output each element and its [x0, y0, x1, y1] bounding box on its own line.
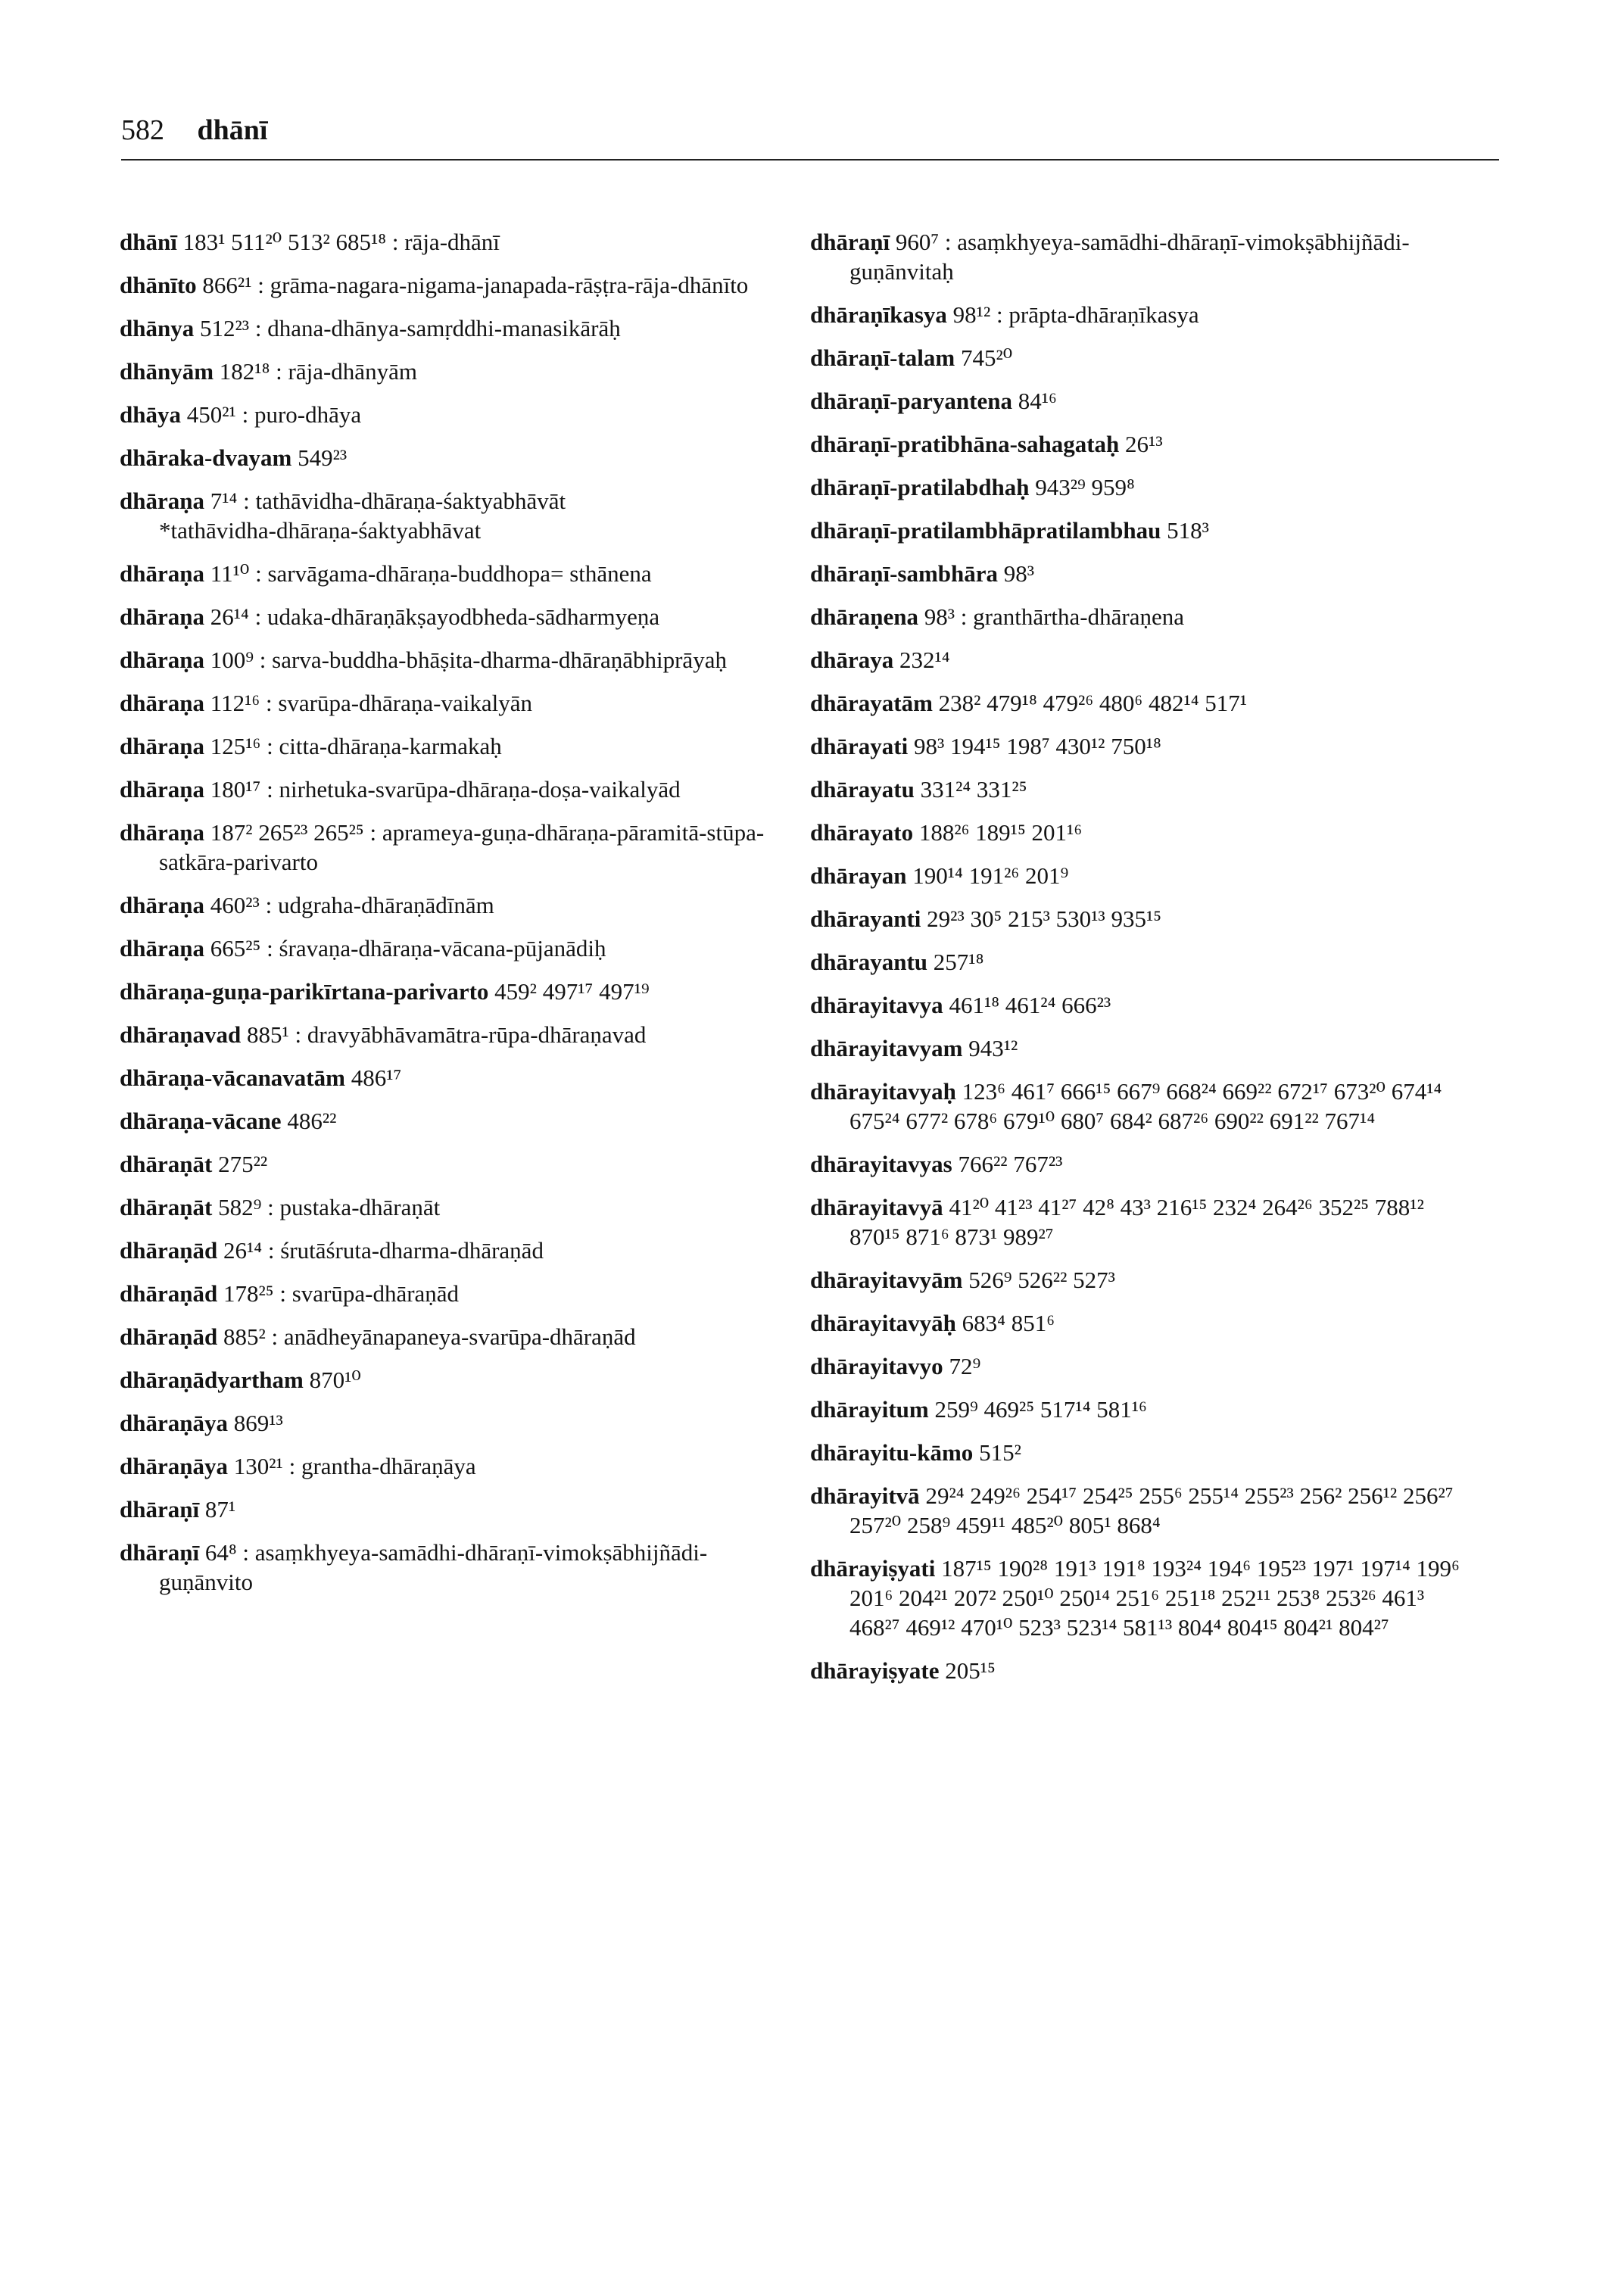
entry-headword: dhāraṇa	[120, 892, 204, 918]
gloss-separator: :	[260, 935, 279, 962]
index-entry	[120, 443, 786, 472]
gloss-separator: :	[270, 358, 288, 385]
entry-references: 943¹²	[968, 1035, 1018, 1061]
gloss-separator: :	[259, 892, 278, 918]
entry-references: 64⁸	[204, 1539, 237, 1566]
entry-references: 11¹⁰	[210, 560, 250, 587]
entry-references: 182¹⁸	[219, 358, 270, 385]
entry-references: 183¹ 511²⁰ 513² 685¹⁸	[182, 229, 387, 255]
entry-note: *tathāvidha-dhāraṇa-śaktyabhāvat	[159, 517, 482, 544]
entry-gloss: nirhetuka-svarūpa-dhāraṇa-doṣa-vaikalyād	[279, 776, 681, 803]
entry-references: 866²¹	[202, 272, 252, 298]
index-entry	[810, 731, 1476, 761]
index-entry	[120, 559, 786, 588]
entry-references: 960⁷	[895, 229, 940, 255]
entry-headword: dhārayantu	[810, 949, 928, 975]
entry-gloss: śravaṇa-dhāraṇa-vācana-pūjanādiḥ	[279, 935, 606, 962]
page-header	[121, 114, 267, 147]
gloss-separator: :	[260, 776, 279, 803]
entry-references: 450²¹	[186, 401, 236, 428]
entry-references: 459² 497¹⁷ 497¹⁹	[494, 978, 650, 1005]
entry-references: 123⁶ 461⁷ 666¹⁵ 667⁹ 668²⁴ 669²² 672¹⁷ 673²⁰ 674¹⁴ 675²⁴ 677² 678⁶ 679¹⁰ 680⁷ 684² 687²⁶ 690²² 691²² 767¹⁴	[849, 1078, 1442, 1134]
entry-references: 112¹⁶	[210, 690, 260, 716]
index-entry	[810, 1554, 1476, 1642]
index-entry	[810, 1149, 1476, 1179]
index-entry	[120, 818, 786, 877]
index-entry	[810, 227, 1476, 286]
index-entry	[120, 1408, 786, 1438]
index-entry	[120, 1192, 786, 1222]
gloss-separator: :	[249, 560, 268, 587]
entry-headword: dhāraṇāya	[120, 1410, 228, 1436]
entry-references: 885¹	[246, 1021, 289, 1048]
entry-references: 683⁴ 851⁶	[962, 1310, 1055, 1336]
index-entry	[810, 1033, 1476, 1063]
entry-gloss: asaṃkhyeya-samādhi-dhāraṇī-vimokṣābhijñādi-guṇānvito	[159, 1539, 708, 1595]
entry-gloss: aprameya-guṇa-dhāraṇa-pāramitā-stūpa-satkāra-parivarto	[159, 819, 765, 875]
entry-headword: dhāraṇād	[120, 1237, 218, 1264]
header-rule	[121, 159, 1499, 161]
entry-references: 26¹³	[1125, 431, 1163, 457]
right-column	[810, 227, 1476, 1699]
index-entry	[810, 775, 1476, 804]
entry-headword: dhārayitavyāḥ	[810, 1310, 956, 1336]
entry-gloss: grantha-dhāraṇāya	[301, 1453, 476, 1479]
entry-references: 257¹⁸	[933, 949, 984, 975]
index-entry	[120, 775, 786, 804]
entry-headword: dhārayiṣyate	[810, 1657, 940, 1684]
entry-headword: dhārayitum	[810, 1396, 929, 1423]
gloss-separator: :	[955, 603, 974, 630]
gloss-separator: :	[235, 401, 254, 428]
entry-references: 125¹⁶	[210, 733, 261, 759]
entry-references: 549²³	[298, 444, 348, 471]
entry-gloss: dravyābhāvamātra-rūpa-dhāraṇavad	[307, 1021, 647, 1048]
entry-references: 130²¹	[233, 1453, 283, 1479]
entry-headword: dhāraṇavad	[120, 1021, 242, 1048]
entry-references: 275²²	[218, 1151, 268, 1177]
gloss-separator: :	[363, 819, 382, 846]
entry-headword: dhārayitvā	[810, 1482, 920, 1509]
index-entry	[810, 688, 1476, 718]
gloss-separator: :	[260, 733, 279, 759]
index-entry	[120, 486, 786, 545]
entry-gloss: grāma-nagara-nigama-janapada-rāṣṭra-rāja-dhānīto	[270, 272, 749, 298]
gloss-separator: :	[990, 301, 1009, 328]
entry-gloss: svarūpa-dhāraṇa-vaikalyān	[278, 690, 532, 716]
index-entry	[810, 947, 1476, 977]
entry-gloss: granthārtha-dhāraṇena	[973, 603, 1184, 630]
entry-gloss: dhana-dhānya-samṛddhi-manasikārāḥ	[267, 315, 621, 341]
page-number: 582	[121, 114, 164, 146]
entry-headword: dhārayanti	[810, 905, 921, 932]
entry-references: 190¹⁴ 191²⁶ 201⁹	[912, 862, 1069, 889]
entry-headword: dhāraṇī	[120, 1539, 200, 1566]
left-column	[120, 227, 786, 1610]
gloss-separator: :	[282, 1453, 301, 1479]
entry-headword: dhāraṇād	[120, 1323, 218, 1350]
entry-headword: dhāraya	[810, 647, 894, 673]
entry-references: 84¹⁶	[1018, 388, 1057, 414]
index-entry	[120, 1279, 786, 1308]
index-entry	[120, 645, 786, 675]
index-entry	[810, 1438, 1476, 1467]
index-entry	[810, 1265, 1476, 1295]
entry-headword: dhāraṇena	[810, 603, 918, 630]
index-entry	[810, 904, 1476, 933]
index-entry	[120, 1149, 786, 1179]
entry-references: 461¹⁸ 461²⁴ 666²³	[949, 992, 1111, 1018]
index-entry	[120, 890, 786, 920]
gloss-separator: :	[251, 272, 270, 298]
index-entry	[810, 1308, 1476, 1338]
gloss-separator: :	[254, 647, 273, 673]
entry-headword: dhāraṇī-talam	[810, 344, 955, 371]
entry-headword: dhāraṇa	[120, 690, 204, 716]
index-entry	[810, 516, 1476, 545]
gloss-separator: :	[273, 1280, 292, 1307]
entry-references: 41²⁰ 41²³ 41²⁷ 42⁸ 43³ 216¹⁵ 232⁴ 264²⁶ 352²⁵ 788¹² 870¹⁵ 871⁶ 873¹ 989²⁷	[849, 1194, 1424, 1250]
gloss-separator: :	[288, 1021, 307, 1048]
index-entry	[120, 688, 786, 718]
index-entry	[120, 357, 786, 386]
index-entry	[810, 602, 1476, 631]
entry-gloss: udaka-dhāraṇākṣayodbheda-sādharmyeṇa	[267, 603, 660, 630]
entry-headword: dhārayitavyā	[810, 1194, 943, 1220]
index-entry	[810, 1395, 1476, 1424]
index-entry	[120, 1236, 786, 1265]
entry-references: 29²⁴ 249²⁶ 254¹⁷ 254²⁵ 255⁶ 255¹⁴ 255²³ 256² 256¹² 256²⁷ 257²⁰ 258⁹ 459¹¹ 485²⁰ 805¹ 868⁴	[849, 1482, 1454, 1538]
entry-gloss: prāpta-dhāraṇīkasya	[1008, 301, 1199, 328]
entry-references: 180¹⁷	[210, 776, 261, 803]
entry-headword: dhāraṇī-paryantena	[810, 388, 1012, 414]
entry-headword: dhārayitavyaḥ	[810, 1078, 956, 1105]
entry-headword: dhāraṇī-pratilambhāpratilambhau	[810, 517, 1161, 544]
index-entry	[120, 400, 786, 429]
entry-headword: dhāraṇa	[120, 647, 204, 673]
entry-headword: dhārayitavyām	[810, 1267, 963, 1293]
entry-headword: dhāraṇāt	[120, 1194, 213, 1220]
entry-references: 72⁹	[949, 1353, 981, 1379]
entry-references: 29²³ 30⁵ 215³ 530¹³ 935¹⁵	[927, 905, 1162, 932]
entry-headword: dhāraṇī	[810, 229, 890, 255]
index-entry	[810, 1351, 1476, 1381]
entry-references: 232¹⁴	[899, 647, 950, 673]
entry-references: 187² 265²³ 265²⁵	[210, 819, 364, 846]
entry-references: 188²⁶ 189¹⁵ 201¹⁶	[918, 819, 1083, 846]
entry-gloss: pustaka-dhāraṇāt	[279, 1194, 441, 1220]
entry-headword: dhāraṇādyartham	[120, 1367, 304, 1393]
entry-headword: dhāraṇī-sambhāra	[810, 560, 999, 587]
entry-headword: dhāraṇī	[120, 1496, 200, 1523]
entry-references: 7¹⁴	[210, 488, 238, 514]
index-entry	[120, 731, 786, 761]
index-entry	[120, 313, 786, 343]
entry-references: 869¹³	[233, 1410, 283, 1436]
entry-headword: dhārayato	[810, 819, 914, 846]
entry-references: 205¹⁵	[945, 1657, 996, 1684]
index-entry	[120, 1495, 786, 1524]
entry-headword: dhānīto	[120, 272, 197, 298]
index-entry	[120, 1322, 786, 1351]
entry-references: 100⁹	[210, 647, 254, 673]
entry-gloss: sarvāgama-dhāraṇa-buddhopa= sthānena	[267, 560, 652, 587]
entry-references: 526⁹ 526²² 527³	[968, 1267, 1115, 1293]
index-entry	[810, 472, 1476, 502]
entry-headword: dhārayitavyo	[810, 1353, 943, 1379]
entry-headword: dhāraṇa	[120, 776, 204, 803]
entry-references: 518³	[1167, 517, 1209, 544]
entry-headword: dhārayatu	[810, 776, 915, 803]
gloss-separator: :	[237, 488, 256, 514]
entry-gloss: anādheyānapaneya-svarūpa-dhāraṇād	[283, 1323, 636, 1350]
index-entry	[120, 227, 786, 257]
index-entry	[120, 1106, 786, 1136]
entry-headword: dhāraṇād	[120, 1280, 218, 1307]
index-entry	[810, 559, 1476, 588]
entry-references: 486¹⁷	[351, 1064, 402, 1091]
entry-headword: dhānyām	[120, 358, 214, 385]
entry-headword: dhārayatām	[810, 690, 933, 716]
entry-references: 98¹²	[952, 301, 991, 328]
entry-references: 178²⁵	[223, 1280, 274, 1307]
entry-headword: dhāya	[120, 401, 181, 428]
entry-headword: dhāraṇa	[120, 488, 204, 514]
entry-headword: dhānya	[120, 315, 195, 341]
index-entry	[810, 990, 1476, 1020]
gloss-separator: :	[236, 1539, 255, 1566]
entry-references: 331²⁴ 331²⁵	[920, 776, 1027, 803]
gloss-separator: :	[261, 1194, 280, 1220]
entry-headword: dhāraṇa	[120, 819, 204, 846]
index-entry	[810, 1481, 1476, 1540]
index-entry	[120, 270, 786, 300]
entry-headword: dhāraṇa-vācanavatām	[120, 1064, 345, 1091]
running-head: dhānī	[197, 114, 268, 146]
gloss-separator: :	[260, 690, 279, 716]
entry-headword: dhānī	[120, 229, 177, 255]
entry-references: 98³	[924, 603, 955, 630]
entry-headword: dhāraṇa	[120, 733, 204, 759]
entry-headword: dhārayitu-kāmo	[810, 1439, 974, 1466]
entry-gloss: śrutāśruta-dharma-dhāraṇād	[280, 1237, 544, 1264]
entry-references: 98³	[1003, 560, 1035, 587]
entry-headword: dhāraṇa-guṇa-parikīrtana-parivarto	[120, 978, 489, 1005]
entry-headword: dhāraṇa	[120, 935, 204, 962]
gloss-separator: :	[265, 1323, 284, 1350]
entry-references: 98³ 194¹⁵ 198⁷ 430¹² 750¹⁸	[913, 733, 1161, 759]
entry-gloss: svarūpa-dhāraṇād	[291, 1280, 460, 1307]
gloss-separator: :	[248, 603, 267, 630]
index-entry	[120, 933, 786, 963]
entry-references: 745²⁰	[960, 344, 1013, 371]
entry-references: 515²	[979, 1439, 1021, 1466]
entry-headword: dhārayitavyam	[810, 1035, 963, 1061]
index-entry	[810, 818, 1476, 847]
entry-headword: dhāraṇāt	[120, 1151, 213, 1177]
entry-headword: dhārayan	[810, 862, 907, 889]
entry-headword: dhārayitavya	[810, 992, 943, 1018]
index-entry	[810, 300, 1476, 329]
index-entry	[120, 602, 786, 631]
entry-headword: dhāraka-dvayam	[120, 444, 292, 471]
entry-references: 238² 479¹⁸ 479²⁶ 480⁶ 482¹⁴ 517¹	[938, 690, 1248, 716]
index-entry	[810, 645, 1476, 675]
entry-gloss: puro-dhāya	[254, 401, 362, 428]
entry-headword: dhāraṇa	[120, 560, 204, 587]
index-entry	[810, 429, 1476, 459]
entry-references: 87¹	[204, 1496, 236, 1523]
entry-references: 486²²	[287, 1108, 337, 1134]
entry-references: 460²³	[210, 892, 260, 918]
entry-headword: dhārayati	[810, 733, 909, 759]
entry-references: 187¹⁵ 190²⁸ 191³ 191⁸ 193²⁴ 194⁶ 195²³ 197¹ 197¹⁴ 199⁶ 201⁶ 204²¹ 207² 250¹⁰ 250¹⁴ 251⁶ 251¹⁸ 252¹¹ 253⁸ 253²⁶ 461³ 468²⁷ 469¹² 470¹⁰ 523³ 523¹⁴ 581¹³ 804⁴ 804¹⁵ 804²¹ 804²⁷	[849, 1555, 1460, 1641]
entry-references: 259⁹ 469²⁵ 517¹⁴ 581¹⁶	[934, 1396, 1147, 1423]
gloss-separator: :	[262, 1237, 281, 1264]
index-entry	[120, 1451, 786, 1481]
index-entry	[120, 977, 786, 1006]
entry-gloss: asaṃkhyeya-samādhi-dhāraṇī-vimokṣābhijñādi-guṇānvitaḥ	[849, 229, 1410, 285]
entry-gloss: udgraha-dhāraṇādīnām	[277, 892, 494, 918]
entry-references: 26¹⁴	[223, 1237, 263, 1264]
entry-headword: dhārayitavyas	[810, 1151, 952, 1177]
entry-references: 665²⁵	[210, 935, 261, 962]
index-entry	[810, 1656, 1476, 1685]
entry-headword: dhāraṇa-vācane	[120, 1108, 282, 1134]
entry-headword: dhāraṇī-pratibhāna-sahagataḥ	[810, 431, 1120, 457]
index-entry	[120, 1063, 786, 1092]
entry-references: 766²² 767²³	[958, 1151, 1063, 1177]
index-entry	[810, 1192, 1476, 1251]
entry-headword: dhāraṇa	[120, 603, 204, 630]
entry-references: 885²	[223, 1323, 266, 1350]
entry-headword: dhāraṇīkasya	[810, 301, 947, 328]
entry-headword: dhārayiṣyati	[810, 1555, 936, 1582]
entry-references: 512²³	[199, 315, 250, 341]
entry-headword: dhāraṇāya	[120, 1453, 228, 1479]
gloss-separator: :	[249, 315, 268, 341]
entry-references: 26¹⁴	[210, 603, 249, 630]
index-entry	[810, 343, 1476, 372]
index-entry	[120, 1365, 786, 1395]
index-entry	[120, 1538, 786, 1597]
entry-gloss: tathāvidha-dhāraṇa-śaktyabhāvāt	[255, 488, 566, 514]
entry-references: 582⁹	[218, 1194, 262, 1220]
index-entry	[810, 861, 1476, 890]
gloss-separator: :	[939, 229, 958, 255]
index-entry	[810, 1077, 1476, 1136]
gloss-separator: :	[386, 229, 405, 255]
entry-gloss: rāja-dhānyām	[288, 358, 417, 385]
entry-gloss: sarva-buddha-bhāṣita-dharma-dhāraṇābhiprāyaḥ	[272, 647, 727, 673]
index-entry	[810, 386, 1476, 416]
index-entry	[120, 1020, 786, 1049]
entry-gloss: citta-dhāraṇa-karmakaḥ	[279, 733, 502, 759]
entry-references: 943²⁹ 959⁸	[1035, 474, 1135, 500]
entry-headword: dhāraṇī-pratilabdhaḥ	[810, 474, 1030, 500]
entry-references: 870¹⁰	[309, 1367, 361, 1393]
entry-gloss: rāja-dhānī	[404, 229, 500, 255]
